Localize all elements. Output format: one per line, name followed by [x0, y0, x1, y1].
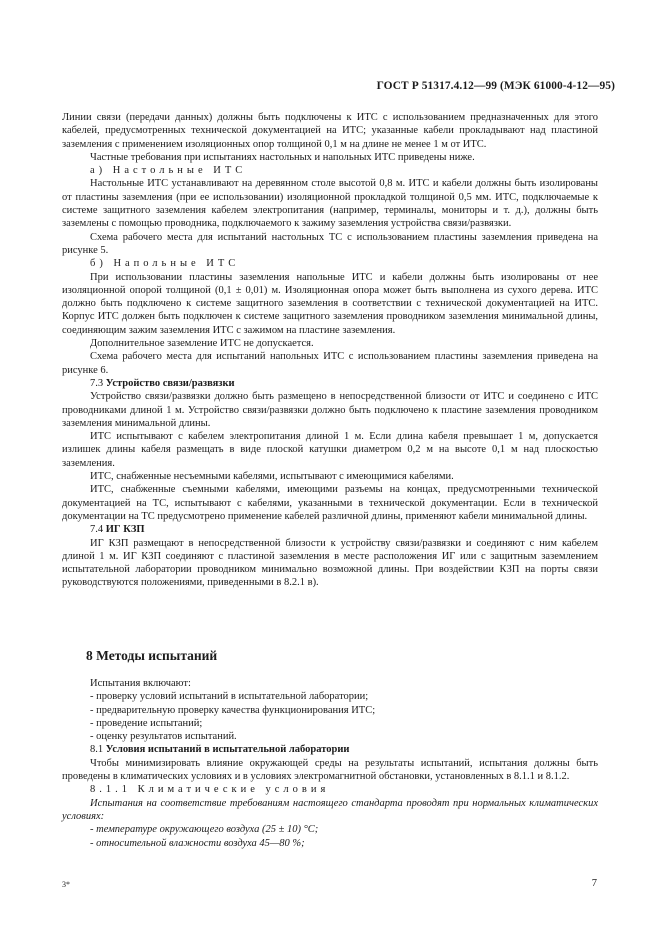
list-item: - проверку условий испытаний в испытательной лаборатории;: [90, 691, 369, 703]
subheading-floor: б) Напольные ИТС: [90, 258, 240, 270]
paragraph: ИТС, снабженные съемными кабелями, имеющими разъемы на концах, предусмотренными технической документацией на ТС, испытывают с кабелями, указанными в технической документации. Если в технической документации на ТС предусмотрено применение кабелей различной длины, применяют кабели минимальной длины.: [62, 484, 598, 522]
list-item: - проведение испытаний;: [90, 717, 203, 729]
list-item: - предварительную проверку качества функционирования ИТС;: [90, 704, 376, 716]
paragraph: Линии связи (передачи данных) должны быть подключены к ИТС с использованием предназначенных для этого кабелей, предусмотренных технической документацией на ИТС; указанные кабели прокладывают над пластиной заземления с применением изоляционных опор толщиной 0,1 м на длине не менее 1 м от ИТС.: [62, 112, 598, 150]
section-title-8: 8 Методы испытаний: [86, 648, 218, 663]
paragraph: Схема рабочего места для испытаний настольных ТС с использованием пластины заземления приведена на рисунке 5.: [62, 231, 598, 256]
list-item: - оценку результатов испытаний.: [90, 731, 237, 743]
paragraph: Устройство связи/развязки должно быть размещено в непосредственной близости от ИТС и соединено с ИТС проводниками длиной 1 м. Устройство связи/развязки должно быть подключено к пластине заземления проводником заземления минимальной длины.: [62, 391, 598, 429]
section-heading-7-4: 7.4 ИГ КЗП: [90, 524, 145, 536]
list-item: - температуре окружающего воздуха (25 ± 10) °С;: [90, 824, 319, 836]
page-header: ГОСТ Р 51317.4.12—99 (МЭК 61000-4-12—95): [376, 80, 615, 92]
paragraph: ИТС, снабженные несъемными кабелями, испытывают с имеющимися кабелями.: [90, 471, 454, 483]
paragraph: Чтобы минимизировать влияние окружающей среды на результаты испытаний, испытания должны быть проведены в климатических условиях и в условиях электромагнитной обстановки, установленных в 8.1.1 и 8.1.2.: [62, 757, 598, 783]
paragraph: Схема рабочего места для испытаний напольных ИТС с использованием пластины заземления приведена на рисунке 6.: [62, 351, 598, 376]
paragraph: Настольные ИТС устанавливают на деревянном столе высотой 0,8 м. ИТС и кабели должны быть изолированы от пластины заземления (при ее использовании) изоляционной прокладкой толщиной 0,5 мм. ИТС, подключаемые к системе защитного заземления кабелем электропитания (например, терминалы, мониторы и т. д.), должны быть заземлены с помощью проводника, подключаемого к зажиму заземления устройства связи/развязки.: [62, 178, 598, 230]
page-number: 7: [591, 878, 597, 889]
paragraph: ИТС испытывают с кабелем электропитания длиной 1 м. Если длина кабеля превышает 1 м, допускается излишек длины кабеля размещать в виде плоской катушки диаметром 0,2 м на высоте 0,1 м над плоскостью заземления.: [62, 431, 598, 469]
paragraph: Дополнительное заземление ИТС не допускается.: [90, 338, 314, 350]
paragraph: Испытания на соответствие требованиям настоящего стандарта проводят при нормальных климатических условиях:: [62, 797, 598, 822]
paragraph: Испытания включают:: [90, 678, 191, 689]
subheading-8-1-1: 8.1.1 Климатические условия: [90, 784, 330, 796]
subheading-desktop: а) Настольные ИТС: [90, 165, 247, 177]
paragraph: При использовании пластины заземления напольные ИТС и кабели должны быть изолированы от нее изоляционной опорой толщиной (0,1 ± 0,01) м. Изоляционная опора может быть выполнена из сухого дерева. ИТС должно быть подключено к системе защитного заземления в соответствии с технической документацией на ИТС. Корпус ИТС должен быть подключен к системе защитного заземления проводником заземления минимальной длины, соединяющим зажим заземления ИТС с зажимом на пластине заземления.: [62, 271, 598, 336]
section-heading-8-1: 8.1 Условия испытаний в испытательной лаборатории: [90, 744, 350, 756]
footer-mark: 3*: [62, 880, 70, 889]
body-text-section8: [62, 677, 598, 850]
section-heading-7-3: 7.3 Устройство связи/развязки: [90, 377, 235, 389]
list-item: - относительной влажности воздуха 45—80 %;: [90, 837, 305, 849]
body-text: [62, 111, 598, 590]
paragraph: Частные требования при испытаниях настольных и напольных ИТС приведены ниже.: [90, 151, 475, 163]
paragraph: ИГ КЗП размещают в непосредственной близости к устройству связи/развязки и соединяют с ним кабелем длиной 1 м. ИГ КЗП соединяют с пластиной заземления в месте расположения ИГ или с защитным заземлением испытательной лаборатории проводником минимально возможной длины. При воздействии КЗП на порты связи руководствуются положениями, приведенными в 8.2.1 в).: [62, 537, 598, 589]
